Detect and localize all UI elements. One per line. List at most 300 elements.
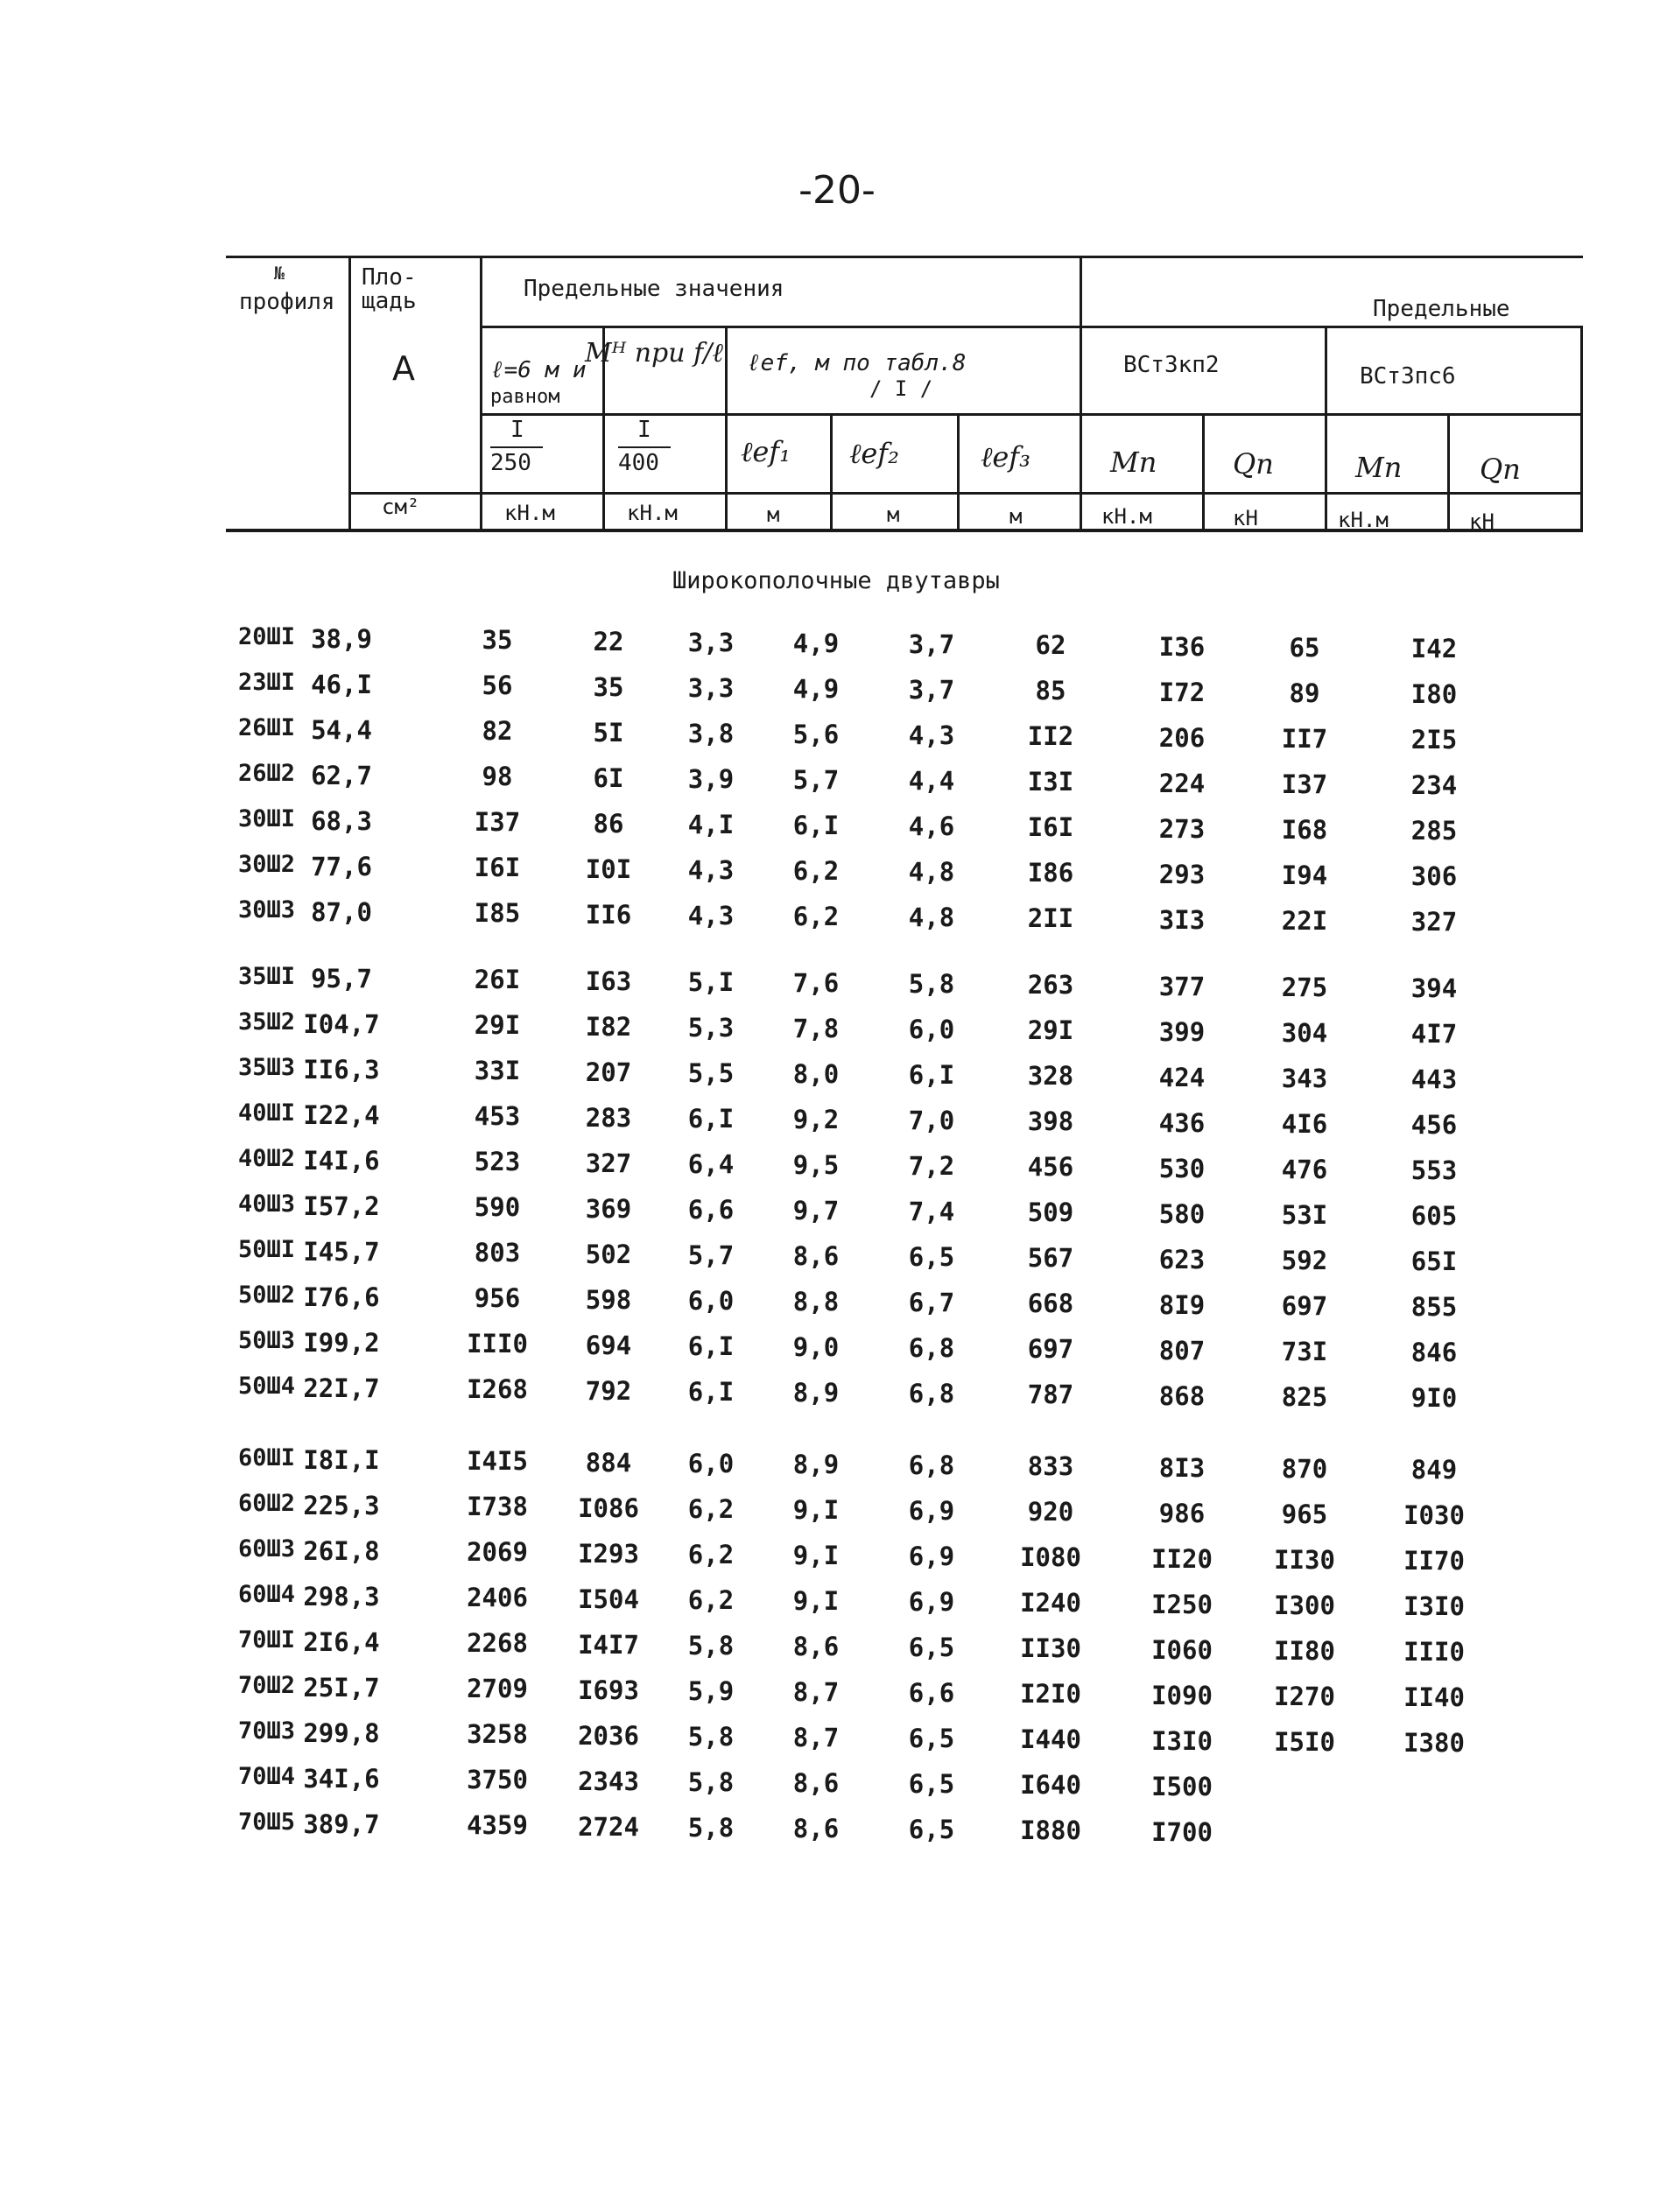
cell-area: I45,7 xyxy=(303,1237,380,1268)
cell-lef2: 9,5 xyxy=(792,1150,840,1180)
cell-profile: 50ШI xyxy=(238,1236,296,1263)
cell-profile: 35Ш2 xyxy=(238,1008,296,1036)
cell-area: 34I,6 xyxy=(303,1764,380,1794)
cell-qn-steel2: 605 xyxy=(1410,1201,1458,1231)
lef-subheader: ℓef, м по табл.8 xyxy=(747,350,967,376)
cell-profile: 35Ш3 xyxy=(238,1054,296,1081)
cell-qn-steel1: I060 xyxy=(1151,1634,1213,1665)
cell-mn-250: 26I xyxy=(474,965,521,995)
cell-mn-400: I693 xyxy=(578,1675,639,1705)
cell-lef1: 5,3 xyxy=(687,1012,735,1043)
cell-qn-steel2: I42 xyxy=(1410,634,1458,664)
cell-lef1: 5,8 xyxy=(687,1630,735,1661)
cell-area: 38,9 xyxy=(311,624,372,655)
cell-profile: 23ШI xyxy=(238,669,296,696)
lef-subheader-fraction: / I / xyxy=(869,376,933,401)
cell-qn-steel1: 206 xyxy=(1158,722,1206,753)
cell-qn-steel2: 306 xyxy=(1410,861,1458,891)
cell-mn-250: 2268 xyxy=(467,1628,528,1659)
profile-column-label: профиля xyxy=(239,289,335,315)
cell-lef1: 6,I xyxy=(687,1331,735,1361)
cell-area: 46,I xyxy=(311,670,372,700)
cell-profile: 70Ш3 xyxy=(238,1717,296,1745)
lef1-header: ℓef₁ xyxy=(741,435,791,468)
cell-qn-steel2: 443 xyxy=(1410,1064,1458,1094)
cell-lef1: 6,4 xyxy=(687,1148,735,1179)
fraction-denominator-2: 400 xyxy=(618,450,659,476)
cell-lef1: 5,8 xyxy=(687,1721,735,1752)
cell-area: 77,6 xyxy=(311,852,372,882)
cell-mn-steel1: 62 xyxy=(1035,630,1066,661)
cell-mn-250: 3258 xyxy=(467,1719,528,1750)
header-vline-10 xyxy=(1447,415,1450,532)
steel-grade-1: ВСт3кп2 xyxy=(1123,352,1220,378)
cell-lef2: 8,6 xyxy=(792,1632,840,1661)
cell-lef2: 9,2 xyxy=(792,1105,840,1134)
page-number: -20- xyxy=(798,168,876,213)
cell-mn-steel2: I300 xyxy=(1274,1590,1335,1620)
cell-mn-steel1: I880 xyxy=(1020,1815,1081,1846)
cell-lef2: 8,9 xyxy=(792,1450,840,1479)
cell-mn-400: 2036 xyxy=(578,1720,639,1751)
cell-mn-400: 792 xyxy=(585,1375,632,1406)
cell-mn-steel1: 697 xyxy=(1027,1334,1074,1365)
cell-mn-400: I504 xyxy=(578,1584,639,1614)
cell-mn-250: 2709 xyxy=(467,1674,528,1704)
cell-qn-steel1: 868 xyxy=(1158,1380,1206,1411)
fraction-bar-1 xyxy=(490,446,543,448)
cell-mn-250: 956 xyxy=(474,1283,521,1314)
area-symbol: A xyxy=(392,349,415,388)
cell-lef1: 4,3 xyxy=(687,900,735,930)
cell-lef3: 3,7 xyxy=(908,675,955,706)
cell-mn-400: I0I xyxy=(585,853,632,884)
cell-mn-steel2: 4I6 xyxy=(1281,1108,1328,1139)
cell-qn-steel1: I500 xyxy=(1151,1771,1213,1801)
cell-mn-steel2: I270 xyxy=(1274,1681,1335,1711)
cell-lef3: 6,I xyxy=(908,1060,955,1091)
cell-lef1: 6,I xyxy=(687,1376,735,1407)
header-top-rule xyxy=(226,256,1583,258)
cell-qn-steel2: 9I0 xyxy=(1410,1383,1458,1413)
cell-mn-250: I6I xyxy=(474,853,521,883)
area-unit: см² xyxy=(382,495,420,519)
cell-lef1: 6,I xyxy=(687,1103,735,1134)
cell-profile: 70Ш5 xyxy=(238,1808,296,1836)
cell-area: 299,8 xyxy=(303,1718,380,1749)
cell-mn-steel1: 29I xyxy=(1027,1015,1074,1046)
cell-mn-400: 502 xyxy=(585,1239,632,1269)
cell-lef1: 3,9 xyxy=(687,763,735,794)
cell-lef1: 6,0 xyxy=(687,1448,735,1478)
cell-area: I76,6 xyxy=(303,1282,380,1313)
cell-lef3: 7,2 xyxy=(908,1151,955,1182)
cell-mn-steel1: 833 xyxy=(1027,1451,1074,1482)
cell-lef2: 8,6 xyxy=(792,1241,840,1271)
cell-mn-400: 283 xyxy=(585,1102,632,1133)
cell-mn-400: 884 xyxy=(585,1447,632,1478)
cell-mn-steel1: II2 xyxy=(1027,721,1074,752)
cell-lef2: 8,8 xyxy=(792,1287,840,1317)
cell-lef2: 7,8 xyxy=(792,1014,840,1043)
cell-mn-steel2: 275 xyxy=(1281,972,1328,1002)
cell-lef3: 6,6 xyxy=(908,1678,955,1709)
cell-area: I04,7 xyxy=(303,1009,380,1040)
cell-profile: 60Ш4 xyxy=(238,1581,296,1608)
cell-profile: 50Ш2 xyxy=(238,1282,296,1309)
cell-profile: 60Ш2 xyxy=(238,1490,296,1517)
cell-mn-250: 82 xyxy=(482,716,513,747)
cell-lef2: 4,9 xyxy=(792,674,840,704)
cell-area: 68,3 xyxy=(311,806,372,837)
cell-mn-steel2: 304 xyxy=(1281,1017,1328,1048)
cell-qn-steel2: 4I7 xyxy=(1410,1019,1458,1049)
cell-mn-250: 98 xyxy=(482,762,513,792)
header-vline-7 xyxy=(1080,256,1082,532)
cell-lef1: 5,7 xyxy=(687,1239,735,1270)
cell-lef2: 9,I xyxy=(792,1586,840,1616)
qn-header-2: Qп xyxy=(1480,453,1521,486)
cell-lef1: 5,5 xyxy=(687,1057,735,1088)
header-vline-8 xyxy=(1202,415,1205,532)
unit-mn-steel2: кН.м xyxy=(1338,508,1389,532)
section-caption: Широкополочные двутавры xyxy=(672,567,1000,594)
cell-lef3: 4,6 xyxy=(908,811,955,842)
cell-lef2: 8,7 xyxy=(792,1677,840,1707)
cell-mn-250: 4359 xyxy=(467,1810,528,1841)
cell-qn-steel2: 65I xyxy=(1410,1246,1458,1276)
profile-number-symbol: № xyxy=(274,263,285,284)
cell-lef3: 6,8 xyxy=(908,1450,955,1481)
cell-mn-400: 35 xyxy=(593,671,624,702)
cell-lef2: 9,I xyxy=(792,1541,840,1570)
unit-lef2: м xyxy=(887,502,900,527)
fraction-numerator-2: I xyxy=(637,417,651,443)
cell-mn-steel2: 53I xyxy=(1281,1199,1328,1230)
cell-profile: 40Ш2 xyxy=(238,1145,296,1172)
cell-area: 25I,7 xyxy=(303,1673,380,1703)
cell-lef2: 9,I xyxy=(792,1495,840,1525)
cell-lef3: 6,8 xyxy=(908,1379,955,1409)
cell-mn-250: I268 xyxy=(467,1374,528,1405)
cell-lef2: 7,6 xyxy=(792,968,840,998)
cell-qn-steel2: 846 xyxy=(1410,1338,1458,1367)
cell-mn-400: 6I xyxy=(593,762,624,793)
cell-lef1: 5,9 xyxy=(687,1675,735,1706)
cell-mn-steel2: II80 xyxy=(1274,1635,1335,1666)
cell-lef1: 5,8 xyxy=(687,1766,735,1797)
cell-area: II6,3 xyxy=(303,1055,380,1085)
cell-profile: 60ШI xyxy=(238,1444,296,1471)
cell-mn-steel2: II7 xyxy=(1281,723,1328,754)
cell-qn-steel2: 394 xyxy=(1410,973,1458,1003)
cell-profile: 70Ш2 xyxy=(238,1672,296,1699)
cell-lef1: 3,3 xyxy=(687,627,735,657)
cell-mn-steel1: I3I xyxy=(1027,767,1074,797)
cell-qn-steel1: 399 xyxy=(1158,1016,1206,1047)
cell-qn-steel2: 855 xyxy=(1410,1292,1458,1322)
cell-mn-250: 590 xyxy=(474,1192,521,1223)
cell-mn-400: II6 xyxy=(585,899,632,930)
cell-mn-steel2: 825 xyxy=(1281,1381,1328,1412)
cell-lef3: 7,0 xyxy=(908,1106,955,1136)
cell-lef3: 6,9 xyxy=(908,1541,955,1572)
cell-qn-steel1: 424 xyxy=(1158,1062,1206,1092)
cell-mn-400: I086 xyxy=(578,1492,639,1523)
cell-mn-400: 207 xyxy=(585,1057,632,1087)
mn-header-1: Mп xyxy=(1110,446,1157,479)
cell-mn-steel2: I68 xyxy=(1281,814,1328,845)
cell-area: I22,4 xyxy=(303,1100,380,1131)
cell-lef1: 6,2 xyxy=(687,1493,735,1524)
cell-mn-400: 598 xyxy=(585,1284,632,1315)
cell-mn-steel1: I440 xyxy=(1020,1724,1081,1755)
group-left-title: Предельные значения xyxy=(524,276,784,302)
cell-mn-250: I37 xyxy=(474,807,521,838)
cell-mn-steel1: 787 xyxy=(1027,1380,1074,1410)
cell-qn-steel1: 293 xyxy=(1158,859,1206,889)
cell-mn-steel1: 328 xyxy=(1027,1061,1074,1092)
cell-profile: 70ШI xyxy=(238,1626,296,1654)
cell-lef2: 8,7 xyxy=(792,1723,840,1752)
cell-lef3: 6,5 xyxy=(908,1769,955,1800)
cell-lef3: 6,5 xyxy=(908,1242,955,1273)
cell-lef3: 4,8 xyxy=(908,902,955,933)
cell-mn-steel1: I2I0 xyxy=(1020,1679,1081,1710)
cell-mn-steel2: 89 xyxy=(1289,678,1320,708)
cell-mn-250: I4I5 xyxy=(467,1446,528,1477)
cell-lef3: 6,5 xyxy=(908,1724,955,1754)
cell-qn-steel1: 273 xyxy=(1158,813,1206,844)
cell-profile: 50Ш4 xyxy=(238,1373,296,1400)
header-vline-5 xyxy=(830,415,833,532)
cell-lef2: 6,2 xyxy=(792,856,840,886)
cell-lef3: 6,0 xyxy=(908,1015,955,1045)
cell-mn-250: 3750 xyxy=(467,1765,528,1795)
steel-grade-2: ВСт3пс6 xyxy=(1360,363,1456,390)
cell-mn-steel2: 22I xyxy=(1281,905,1328,936)
cell-qn-steel2: III0 xyxy=(1403,1637,1465,1667)
header-rule-3 xyxy=(480,413,1583,416)
cell-mn-steel1: 263 xyxy=(1027,970,1074,1001)
lef2-header: ℓef₂ xyxy=(849,437,899,470)
cell-mn-steel1: I080 xyxy=(1020,1542,1081,1573)
cell-mn-250: III0 xyxy=(467,1329,528,1359)
cell-qn-steel1: II20 xyxy=(1151,1543,1213,1574)
cell-lef3: 6,9 xyxy=(908,1496,955,1527)
cell-profile: 26ШI xyxy=(238,714,296,741)
cell-profile: 20ШI xyxy=(238,623,296,650)
cell-qn-steel1: 623 xyxy=(1158,1244,1206,1275)
cell-qn-steel2: 553 xyxy=(1410,1155,1458,1185)
lef3-header: ℓef₃ xyxy=(981,440,1030,474)
table-header xyxy=(226,256,1583,571)
cell-profile: 50Ш3 xyxy=(238,1327,296,1354)
unit-lef3: м xyxy=(1009,504,1023,529)
unit-mn-250: кН.м xyxy=(504,501,555,525)
cell-mn-250: 2406 xyxy=(467,1583,528,1613)
cell-lef2: 9,7 xyxy=(792,1196,840,1225)
cell-qn-steel1: 224 xyxy=(1158,768,1206,798)
cell-profile: 26Ш2 xyxy=(238,760,296,787)
cell-lef3: 7,4 xyxy=(908,1197,955,1227)
cell-qn-steel2: 2I5 xyxy=(1410,725,1458,755)
header-vline-4 xyxy=(725,327,728,532)
cell-mn-400: I82 xyxy=(585,1011,632,1042)
mn-header-2: Mп xyxy=(1355,451,1403,484)
header-rule-4 xyxy=(348,492,1583,495)
cell-lef1: 3,8 xyxy=(687,718,735,748)
cell-qn-steel2: 456 xyxy=(1410,1110,1458,1140)
cell-lef1: 6,6 xyxy=(687,1194,735,1225)
cell-lef2: 8,6 xyxy=(792,1768,840,1798)
cell-qn-steel1: 530 xyxy=(1158,1153,1206,1183)
cell-mn-steel2: 65 xyxy=(1289,632,1320,663)
cell-qn-steel2: 285 xyxy=(1410,816,1458,846)
cell-mn-400: 2724 xyxy=(578,1811,639,1842)
cell-qn-steel1: 580 xyxy=(1158,1198,1206,1229)
cell-mn-400: 22 xyxy=(593,626,624,657)
cell-qn-steel1: 436 xyxy=(1158,1107,1206,1138)
cell-area: 225,3 xyxy=(303,1491,380,1521)
cell-lef3: 6,8 xyxy=(908,1333,955,1364)
cell-mn-250: 453 xyxy=(474,1101,521,1132)
cell-lef3: 3,7 xyxy=(908,629,955,660)
cell-area: 26I,8 xyxy=(303,1536,380,1567)
cell-lef2: 8,9 xyxy=(792,1378,840,1408)
cell-profile: 40Ш3 xyxy=(238,1190,296,1218)
cell-mn-steel1: 2II xyxy=(1027,903,1074,934)
cell-lef2: 4,9 xyxy=(792,628,840,658)
cell-qn-steel2: 849 xyxy=(1410,1455,1458,1485)
cell-qn-steel1: I3I0 xyxy=(1151,1725,1213,1756)
cell-mn-400: I293 xyxy=(578,1538,639,1569)
fraction-denominator-1: 250 xyxy=(490,450,531,476)
cell-profile: 35ШI xyxy=(238,963,296,990)
cell-lef2: 8,0 xyxy=(792,1059,840,1089)
cell-area: 62,7 xyxy=(311,761,372,791)
cell-mn-250: 803 xyxy=(474,1238,521,1268)
cell-lef3: 4,3 xyxy=(908,720,955,751)
cell-lef2: 9,0 xyxy=(792,1332,840,1362)
unit-mn-400: кН.м xyxy=(627,501,678,525)
cell-lef1: 6,0 xyxy=(687,1285,735,1316)
cell-mn-400: 86 xyxy=(593,808,624,839)
cell-mn-250: 35 xyxy=(482,625,513,656)
cell-area: 22I,7 xyxy=(303,1373,380,1404)
cell-mn-400: 369 xyxy=(585,1193,632,1224)
cell-mn-250: 2069 xyxy=(467,1537,528,1568)
cell-mn-250: 33I xyxy=(474,1056,521,1086)
cell-profile: 70Ш4 xyxy=(238,1763,296,1790)
cell-mn-400: 2343 xyxy=(578,1766,639,1796)
cell-mn-steel2: 870 xyxy=(1281,1453,1328,1484)
header-rule-2 xyxy=(480,326,1583,328)
cell-mn-steel2: 73I xyxy=(1281,1336,1328,1366)
cell-lef2: 8,6 xyxy=(792,1814,840,1843)
cell-qn-steel2: II70 xyxy=(1403,1546,1465,1576)
cell-mn-steel1: I240 xyxy=(1020,1588,1081,1619)
cell-mn-steel1: 567 xyxy=(1027,1243,1074,1274)
cell-lef1: 3,3 xyxy=(687,672,735,703)
cell-lef1: 5,8 xyxy=(687,1812,735,1843)
cell-lef3: 6,7 xyxy=(908,1288,955,1318)
cell-mn-steel2: 697 xyxy=(1281,1290,1328,1321)
cell-qn-steel1: 377 xyxy=(1158,971,1206,1001)
cell-qn-steel1: I36 xyxy=(1158,631,1206,662)
cell-qn-steel2: I3I0 xyxy=(1403,1591,1465,1621)
group-right-title: Предельные xyxy=(1373,296,1510,322)
cell-lef2: 6,2 xyxy=(792,902,840,931)
cell-qn-steel1: I090 xyxy=(1151,1680,1213,1710)
cell-area: I99,2 xyxy=(303,1328,380,1359)
cell-mn-steel1: I6I xyxy=(1027,812,1074,843)
cell-qn-steel1: 807 xyxy=(1158,1335,1206,1366)
cell-qn-steel1: 986 xyxy=(1158,1498,1206,1528)
unit-qn-steel1: кН xyxy=(1233,506,1258,530)
cell-profile: 30Ш3 xyxy=(238,896,296,923)
cell-lef3: 4,8 xyxy=(908,857,955,888)
cell-profile: 40ШI xyxy=(238,1099,296,1127)
cell-mn-steel2: 343 xyxy=(1281,1063,1328,1093)
cell-mn-steel1: 509 xyxy=(1027,1197,1074,1228)
unit-qn-steel2: кН xyxy=(1469,509,1495,534)
cell-mn-steel1: 920 xyxy=(1027,1497,1074,1527)
cell-area: 87,0 xyxy=(311,897,372,928)
cell-mn-400: 5I xyxy=(593,717,624,748)
mn-formula: Mᴴ при f/ℓ xyxy=(585,338,723,369)
cell-mn-steel2: I5I0 xyxy=(1274,1726,1335,1757)
cell-mn-400: I63 xyxy=(585,966,632,996)
cell-lef3: 6,9 xyxy=(908,1587,955,1618)
cell-lef2: 6,I xyxy=(792,811,840,840)
area-column-label: Пло- щадь xyxy=(362,264,417,315)
cell-mn-steel2: II30 xyxy=(1274,1544,1335,1575)
cell-mn-steel2: 965 xyxy=(1281,1499,1328,1529)
header-vline-2 xyxy=(480,256,482,532)
cell-mn-250: I738 xyxy=(467,1492,528,1522)
cell-qn-steel1: 8I9 xyxy=(1158,1289,1206,1320)
cell-lef1: 5,I xyxy=(687,966,735,997)
cell-qn-steel1: I250 xyxy=(1151,1589,1213,1619)
cell-mn-steel1: 668 xyxy=(1027,1289,1074,1319)
cell-mn-400: 327 xyxy=(585,1148,632,1178)
cell-mn-250: I85 xyxy=(474,898,521,929)
cell-profile: 30ШI xyxy=(238,805,296,832)
fraction-bar-2 xyxy=(618,446,671,448)
cell-lef1: 4,3 xyxy=(687,854,735,885)
header-vline-11 xyxy=(1580,327,1583,532)
cell-mn-400: I4I7 xyxy=(578,1629,639,1660)
cell-area: 54,4 xyxy=(311,715,372,746)
header-vline-1 xyxy=(348,256,351,532)
cell-lef1: 6,2 xyxy=(687,1539,735,1569)
cell-mn-250: 56 xyxy=(482,671,513,701)
cell-area: I57,2 xyxy=(303,1191,380,1222)
cell-mn-250: 523 xyxy=(474,1147,521,1177)
cell-mn-steel2: 476 xyxy=(1281,1154,1328,1184)
cell-lef2: 5,7 xyxy=(792,765,840,795)
cell-mn-steel1: 456 xyxy=(1027,1152,1074,1183)
cell-qn-steel2: 234 xyxy=(1410,770,1458,800)
unit-mn-steel1: кН.м xyxy=(1101,504,1152,529)
fraction-numerator-1: I xyxy=(510,417,524,443)
cell-qn-steel2: 327 xyxy=(1410,907,1458,937)
cell-lef1: 6,2 xyxy=(687,1584,735,1615)
cell-qn-steel2: I030 xyxy=(1403,1500,1465,1530)
cell-mn-steel2: I37 xyxy=(1281,769,1328,799)
cell-mn-steel2: 592 xyxy=(1281,1245,1328,1275)
